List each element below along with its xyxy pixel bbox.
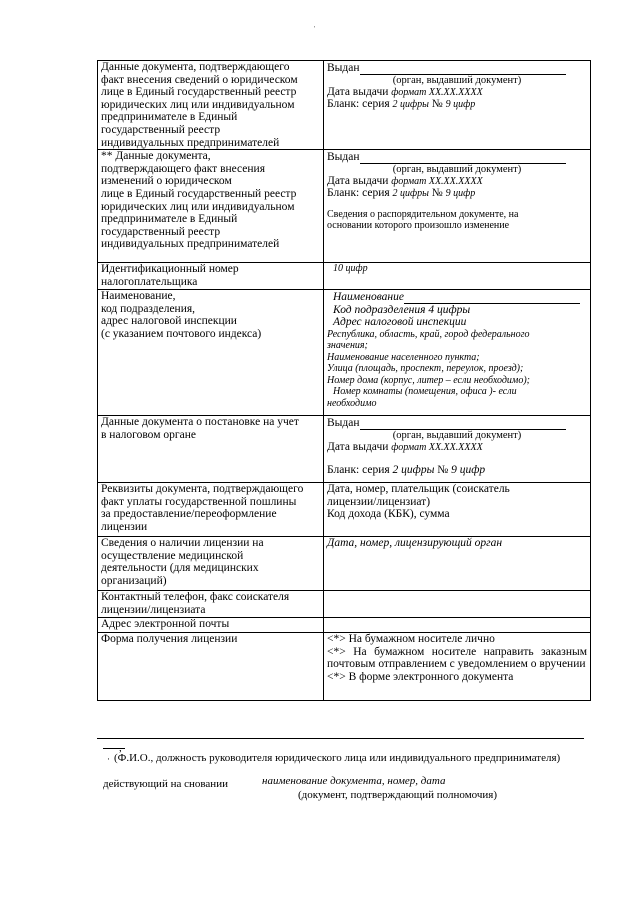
address-part: Номер комнаты (помещения, офиса )- если bbox=[333, 386, 517, 398]
blank-series: 2 цифры bbox=[392, 464, 435, 477]
option-electronic[interactable]: <*> В форме электронного документа bbox=[327, 670, 514, 683]
blank-number: 9 цифр bbox=[445, 188, 476, 200]
blank-number: 9 цифр bbox=[445, 99, 476, 111]
address-part: значения; bbox=[327, 340, 368, 352]
label-line: государственный реестр bbox=[101, 225, 221, 238]
label-line: Реквизиты документа, подтверждающего bbox=[101, 483, 304, 496]
label-line: адрес налоговой инспекции bbox=[101, 315, 237, 328]
top-mark: ' bbox=[314, 25, 316, 33]
option-by-mail[interactable]: <*> На бумажном носителе направить заказным почтовым отправлением с уведомлением о вручении bbox=[327, 645, 587, 671]
fee-detail: Дата, номер, плательщик (соискатель bbox=[327, 483, 510, 496]
row-label bbox=[98, 633, 324, 701]
row-value bbox=[324, 633, 591, 701]
tax-office-field[interactable] bbox=[404, 290, 580, 304]
address-part: Наименование населенного пункта; bbox=[327, 351, 480, 363]
issued-sub: (орган, выдавший документ) bbox=[392, 74, 522, 86]
label-line: Данные документа, подтверждающего bbox=[101, 61, 290, 73]
fio-caption: (Ф.И.О., должность руководителя юридического лица или индивидуального предпринимателя) bbox=[114, 752, 561, 764]
label-line: налогоплательщика bbox=[101, 275, 198, 288]
issued-field[interactable] bbox=[360, 150, 566, 164]
blank-label: Бланк: серия bbox=[327, 187, 390, 200]
issued-sub: (орган, выдавший документ) bbox=[392, 429, 522, 441]
table-row bbox=[98, 416, 591, 483]
label-line: индивидуальных предпринимателей bbox=[101, 136, 280, 149]
signature-rule bbox=[97, 738, 584, 739]
label-line: Сведения о наличии лицензии на bbox=[101, 537, 264, 550]
row-value[interactable] bbox=[324, 263, 591, 290]
row-value[interactable] bbox=[324, 416, 591, 483]
issued-label: Выдан bbox=[327, 151, 360, 164]
issued-sub: (орган, выдавший документ) bbox=[392, 163, 522, 175]
tax-office-address: Адрес налоговой инспекции bbox=[333, 316, 467, 329]
signature-comma: , bbox=[119, 742, 122, 754]
row-label bbox=[98, 61, 324, 150]
email-field[interactable] bbox=[324, 618, 591, 633]
label-line: (с указанием почтового индекса) bbox=[101, 327, 262, 340]
number-sign: № bbox=[431, 98, 443, 111]
label-line: Адрес электронной почты bbox=[101, 618, 230, 631]
address-part: Республика, область, край, город федерального bbox=[327, 328, 530, 340]
address-part: Улица (площадь, проспект, переулок, проезд); bbox=[327, 363, 524, 375]
table-row bbox=[98, 483, 591, 537]
date-format: формат ХХ.ХХ.ХХХХ bbox=[391, 441, 483, 453]
label-line: предпринимателе в Единый bbox=[101, 213, 238, 226]
table-row bbox=[98, 263, 591, 290]
option-in-person[interactable]: <*> На бумажном носителе лично bbox=[327, 633, 495, 646]
row-label bbox=[98, 290, 324, 416]
issued-field[interactable] bbox=[360, 61, 566, 75]
label-line: юридических лиц или индивидуальном bbox=[101, 98, 295, 111]
table-row bbox=[98, 61, 591, 150]
inn-value: 10 цифр bbox=[333, 263, 368, 275]
row-value[interactable] bbox=[324, 150, 591, 263]
row-value[interactable] bbox=[324, 290, 591, 416]
row-label bbox=[98, 618, 324, 633]
blank-series: 2 цифры bbox=[392, 99, 429, 111]
label-line: в налоговом органе bbox=[101, 428, 196, 441]
label-line: лице в Единый государственный реестр bbox=[101, 187, 297, 200]
date-label: Дата выдачи bbox=[327, 85, 389, 98]
label-line: осуществление медицинской bbox=[101, 549, 244, 562]
authority-doc-caption: (документ, подтверждающий полномочия) bbox=[298, 789, 498, 801]
acting-basis-label: действующий на сновании bbox=[103, 778, 228, 790]
blank-series: 2 цифры bbox=[392, 188, 429, 200]
tax-office-name: Наименование bbox=[333, 291, 404, 304]
label-line: Данные документа о постановке на учет bbox=[101, 416, 299, 429]
label-line: Контактный телефон, факс соискателя bbox=[101, 591, 290, 604]
blank-number: 9 цифр bbox=[451, 464, 486, 477]
change-note: Сведения о распорядительном документе, на bbox=[327, 208, 519, 220]
label-line: факт внесения сведений о юридическом bbox=[101, 73, 298, 86]
table-row bbox=[98, 537, 591, 591]
row-value[interactable] bbox=[324, 537, 591, 591]
label-line: подтверждающего факт внесения bbox=[101, 162, 265, 175]
issued-field[interactable] bbox=[360, 416, 566, 430]
table-row bbox=[98, 618, 591, 633]
issued-label: Выдан bbox=[327, 62, 360, 74]
label-line: код подразделения, bbox=[101, 302, 196, 315]
row-label bbox=[98, 416, 324, 483]
address-part: Номер дома (корпус, литер – если необходимо); bbox=[327, 374, 530, 386]
label-line: ** Данные документа, bbox=[101, 150, 211, 163]
address-part: необходимо bbox=[327, 397, 377, 409]
fee-detail: лицензии/лицензиат) bbox=[327, 495, 431, 508]
label-line: юридических лиц или индивидуальном bbox=[101, 200, 295, 213]
issued-label: Выдан bbox=[327, 417, 360, 430]
fee-detail: Код дохода (КБК), сумма bbox=[327, 508, 450, 521]
label-line: организаций) bbox=[101, 574, 167, 587]
blank-label: Бланк: серия bbox=[327, 98, 390, 111]
tax-office-code: Код подразделения 4 цифры bbox=[333, 303, 471, 316]
medical-license-value: Дата, номер, лицензирующий орган bbox=[327, 537, 503, 550]
row-label bbox=[98, 591, 324, 618]
table-row bbox=[98, 150, 591, 263]
label-line: лицензии bbox=[101, 520, 148, 533]
label-line: деятельности (для медицинских bbox=[101, 562, 259, 575]
table-row bbox=[98, 633, 591, 701]
blank-label: Бланк: серия bbox=[327, 464, 390, 477]
label-line: предпринимателе в Единый bbox=[101, 111, 238, 124]
label-line: индивидуальных предпринимателей bbox=[101, 238, 280, 251]
date-format: формат ХХ.ХХ.ХХХХ bbox=[391, 86, 483, 98]
label-line: за предоставление/переоформление bbox=[101, 508, 277, 521]
label-line: Наименование, bbox=[101, 290, 176, 303]
date-label: Дата выдачи bbox=[327, 174, 389, 187]
number-sign: № bbox=[431, 187, 443, 200]
row-value[interactable] bbox=[324, 483, 591, 537]
contact-phone-field[interactable] bbox=[324, 591, 591, 618]
row-value[interactable] bbox=[324, 61, 591, 150]
label-line: лицензии/лицензиата bbox=[101, 603, 206, 616]
row-label bbox=[98, 537, 324, 591]
table-row bbox=[98, 591, 591, 618]
authority-doc-name[interactable]: наименование документа, номер, дата bbox=[262, 775, 446, 787]
number-sign: № bbox=[437, 464, 449, 477]
label-line: государственный реестр bbox=[101, 123, 221, 136]
row-label bbox=[98, 263, 324, 290]
row-label bbox=[98, 150, 324, 263]
label-line: изменений о юридическом bbox=[101, 175, 232, 188]
signature-dot: · bbox=[107, 754, 110, 764]
table-row bbox=[98, 290, 591, 416]
change-note: основании которого произошло изменение bbox=[327, 220, 510, 232]
date-label: Дата выдачи bbox=[327, 440, 389, 453]
date-format: формат ХХ.ХХ.ХХХХ bbox=[391, 175, 483, 187]
label-line: Идентификационный номер bbox=[101, 263, 239, 276]
label-line: лице в Единый государственный реестр bbox=[101, 86, 297, 99]
row-label bbox=[98, 483, 324, 537]
label-line: факт уплаты государственной пошлины bbox=[101, 495, 297, 508]
license-application-table bbox=[97, 60, 591, 701]
label-line: Форма получения лицензии bbox=[101, 633, 238, 646]
